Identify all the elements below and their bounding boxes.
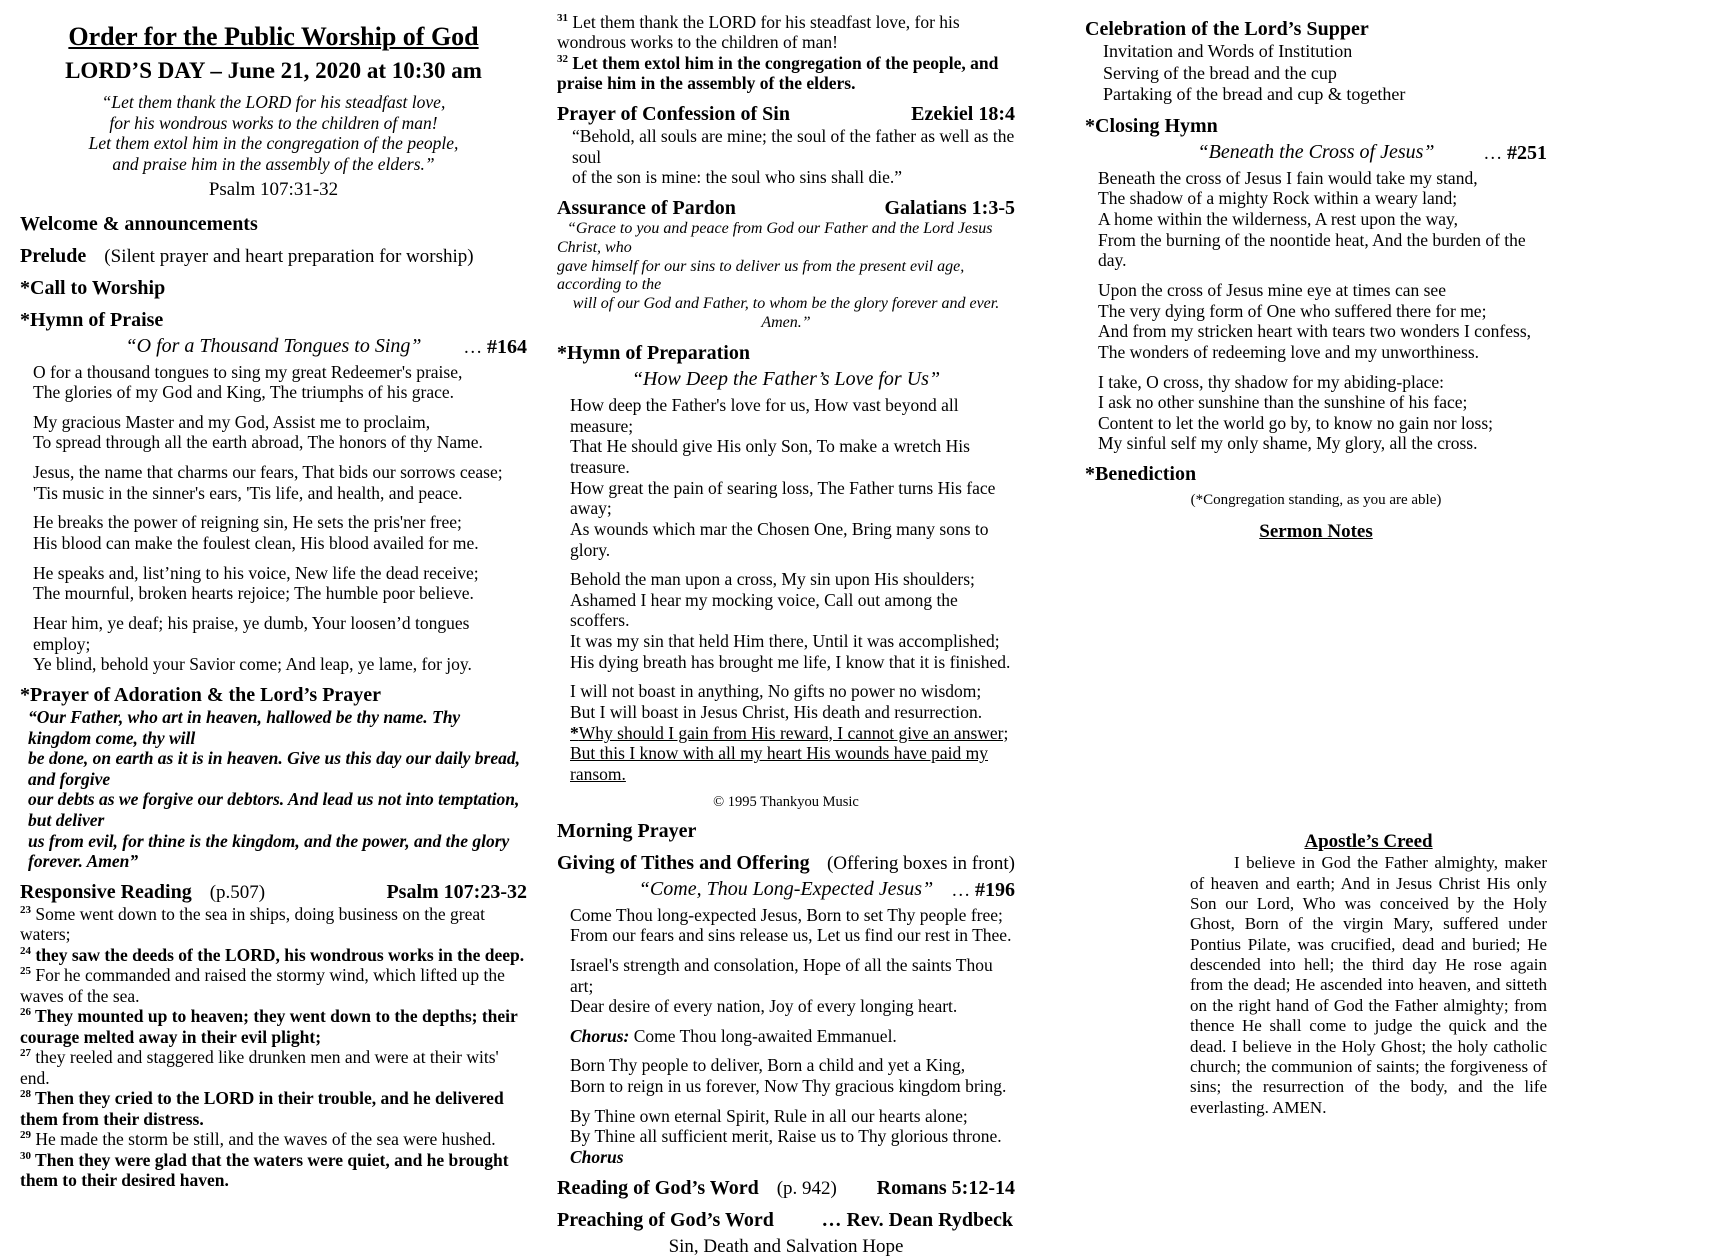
hymn-number — [463, 336, 527, 359]
responsive-reading-heading-row — [20, 881, 527, 904]
hymn-stanza — [570, 905, 1015, 946]
ellipsis: … — [1483, 142, 1507, 164]
epigraph-quote — [20, 92, 527, 175]
confession-reference: Ezekiel 18:4 — [911, 102, 1015, 125]
text-line: O for a thousand tongues to sing my great Redeemer's praise, — [33, 361, 463, 382]
text-line: I take, O cross, thy shadow for my abiding-place: — [1098, 371, 1445, 392]
verse-number: 27 — [20, 1047, 31, 1060]
hymn-of-praise-heading-row — [20, 309, 527, 332]
text-line: Hear him, ye deaf; his praise, ye dumb, Your loosen’d tongues employ; — [33, 612, 470, 654]
hymn-stanza — [570, 955, 1015, 1017]
pardon-heading-row — [557, 197, 1015, 220]
morning-prayer-heading: Morning Prayer — [557, 819, 697, 842]
text-line: But this I know with all my heart His wounds have paid my ransom. — [570, 743, 989, 784]
text-line: The glories of my God and King, The triumphs of his grace. — [33, 382, 455, 403]
text-line: Content to let the world go by, to know no gain nor loss; — [1098, 412, 1494, 433]
text-line: “Our Father, who art in heaven, hallowed be thy name. Thy kingdom come, thy will — [28, 706, 461, 748]
text-line: My gracious Master and my God, Assist me to proclaim, — [33, 411, 431, 432]
scripture-verse: $^{31}$ Let them thank the LORD for his steadfast love, for his wondrous works to the children of man! — [557, 12, 960, 53]
hymn-stanza — [33, 613, 527, 675]
scripture-verse: $^{24}$ they saw the deeds of the LORD, his wondrous works in the deep. — [20, 944, 525, 965]
text-line: By Thine own eternal Spirit, Rule in all our hearts alone; — [570, 1105, 968, 1126]
text-line: be done, on earth as it is in heaven. Give us this day our daily bread, and forgive — [28, 748, 520, 789]
text-line: our debts as we forgive our debtors. And lead us not into temptation, but deliver — [28, 789, 520, 831]
verse-number: 24 — [20, 945, 31, 958]
reading-left — [557, 1177, 837, 1200]
offering-note: (Offering boxes in front) — [826, 852, 1015, 874]
reading-heading: Reading of God’s Word — [557, 1176, 759, 1199]
text-line: 'Tis music in the sinner's ears, 'Tis life, and health, and peace. — [33, 482, 463, 503]
line-prefix: * — [570, 722, 579, 743]
text-line: Israel's strength and consolation, Hope of all the saints Thou art; — [570, 954, 993, 996]
apostles-creed-block — [1085, 831, 1547, 1118]
sermon-notes-heading — [1085, 521, 1547, 543]
column-middle — [557, 12, 1015, 1258]
hymn-number — [1483, 142, 1547, 165]
hymn-of-preparation-heading-row — [557, 342, 1015, 365]
text-line: From the burning of the noontide heat, And the burden of the day. — [1098, 229, 1526, 271]
text-line: “Let them thank the LORD for his steadfast love, — [101, 92, 446, 112]
hymn-stanza — [1098, 372, 1547, 455]
preaching-heading-row — [557, 1209, 1015, 1232]
call-to-worship-heading: *Call to Worship — [20, 276, 166, 299]
text-line: Dear desire of every nation, Joy of every longing heart. — [570, 996, 958, 1017]
text-line: And from my stricken heart with tears two wonders I confess, — [1098, 321, 1532, 342]
text-line: Partaking of the bread and cup & together — [1103, 84, 1406, 105]
text-line: Chorus: Come Thou long-awaited Emmanuel. — [570, 1025, 897, 1046]
hymn-number-value: #196 — [975, 878, 1015, 901]
pardon-reference: Galatians 1:3-5 — [884, 196, 1015, 219]
hymn-number-value: #164 — [487, 335, 527, 358]
preacher-name: … Rev. Dean Rydbeck — [821, 1208, 1013, 1231]
text-line: I ask no other sunshine than the sunshine of his face; — [1098, 392, 1468, 413]
lords-prayer-text — [28, 707, 527, 872]
hymn-stanza — [570, 1026, 1015, 1047]
ellipsis: … — [951, 879, 975, 901]
text-line: Born Thy people to deliver, Born a child and yet a King, — [570, 1055, 966, 1076]
closing-hymn-title-row — [1085, 141, 1547, 164]
hymn-number-value: #251 — [1507, 141, 1547, 164]
benediction-heading-row — [1085, 463, 1547, 486]
supper-items — [1103, 41, 1547, 106]
text-line: *Why should I gain from His reward, I cannot give an answer; — [570, 722, 1009, 743]
reading-reference: Romans 5:12-14 — [876, 1176, 1015, 1199]
confession-quote — [572, 126, 1015, 188]
text-line: His dying breath has brought me life, I know that it is finished. — [570, 651, 1011, 672]
pardon-heading: Assurance of Pardon — [557, 196, 736, 219]
supper-heading: Celebration of the Lord’s Supper — [1085, 18, 1369, 40]
text-line: By Thine all sufficient merit, Raise us to Thy glorious throne. Chorus — [570, 1126, 1002, 1167]
supper-heading-row — [1085, 18, 1547, 41]
text-line: From our fears and sins release us, Let us find our rest in Thee. — [570, 925, 1012, 946]
text-line: will of our God and Father, to whom be the glory forever and ever. Amen.” — [572, 295, 1000, 332]
text-line: “Behold, all souls are mine; the soul of the father as well as the soul — [572, 125, 1015, 167]
hymn-title: “Come, Thou Long-Expected Jesus” — [638, 877, 934, 900]
verse-number: 28 — [20, 1088, 31, 1101]
text-line: His blood can make the foulest clean, His blood availed for me. — [33, 533, 479, 554]
scripture-verse: $^{26}$ They mounted up to heaven; they went down to the depths; their courage melted away in their evil plight; — [20, 1006, 518, 1047]
text-line: It was my sin that held Him there, Until it was accomplished; — [570, 631, 1000, 652]
verse-number: 32 — [557, 53, 568, 66]
scripture-verse: $^{32}$ Let them extol him in the congregation of the people, and praise him in the assembly of the elders. — [557, 52, 999, 94]
text-line: The shadow of a mighty Rock within a weary land; — [1098, 188, 1458, 209]
verse-number: 30 — [20, 1149, 31, 1162]
hymn-stanza — [570, 395, 1015, 560]
responsive-reading-verses — [20, 904, 527, 1191]
text-line: Invitation and Words of Institution — [1103, 41, 1353, 61]
psalm-verses-31-32 — [557, 12, 1015, 94]
reading-page: (p. 942) — [776, 1177, 837, 1199]
offering-heading-row — [557, 852, 1015, 875]
text-line: He breaks the power of reigning sin, He sets the pris'ner free; — [33, 512, 462, 533]
hymn-copyright: © 1995 Thankyou Music — [713, 793, 859, 810]
column-order-of-worship — [20, 22, 527, 1191]
text-line: My sinful self my only shame, My glory, all the cross. — [1098, 433, 1478, 454]
text-line: I will not boast in anything, No gifts no power no wisdom; — [570, 681, 982, 702]
text-line: and praise him in the assembly of the elders.” — [112, 153, 435, 174]
preaching-heading: Preaching of God’s Word — [557, 1208, 774, 1231]
hymn-of-preparation-heading: *Hymn of Preparation — [557, 342, 750, 365]
hymn-stanza — [33, 412, 527, 453]
prelude-note: (Silent prayer and heart preparation for worship) — [104, 245, 474, 267]
responsive-reading-page: (p.507) — [209, 882, 266, 904]
hymn-of-praise-stanzas — [33, 362, 527, 675]
text-line: “Grace to you and peace from God our Father and the Lord Jesus Christ, who — [557, 219, 993, 256]
scripture-verse: $^{30}$ Then they were glad that the waters were quiet, and he brought them to their desired haven. — [20, 1149, 509, 1191]
text-line: But I will boast in Jesus Christ, His death and resurrection. — [570, 702, 983, 723]
text-line: of the son is mine: the soul who sins shall die.” — [572, 167, 903, 188]
text-line: How great the pain of searing loss, The Father turns His face away; — [570, 477, 996, 519]
standing-note: (*Congregation standing, as you are able) — [1190, 492, 1442, 509]
apostles-creed-heading-text: Apostle’s Creed — [1304, 831, 1433, 853]
scripture-verse: $^{27}$ they reeled and staggered like drunken men and were at their wits' end. — [20, 1047, 499, 1088]
text-line: A home within the wilderness, A rest upon the way, — [1098, 209, 1458, 230]
scripture-verse: $^{23}$ Some went down to the sea in ships, doing business on the great waters; — [20, 904, 485, 945]
verse-number: 26 — [20, 1006, 31, 1019]
responsive-reading-left — [20, 881, 265, 904]
welcome-heading-row — [20, 213, 527, 236]
hymn-stanza — [570, 569, 1015, 672]
welcome-heading: Welcome & announcements — [20, 212, 258, 235]
call-to-worship-row — [20, 277, 527, 300]
verse-number: 31 — [557, 12, 568, 25]
hymn-title: “How Deep the Father’s Love for Us” — [631, 368, 941, 391]
text-line: Born to reign in us forever, Now Thy gracious kingdom bring. — [570, 1076, 1007, 1097]
apostles-creed-heading — [1190, 831, 1547, 853]
text-line: Upon the cross of Jesus mine eye at times can see — [1098, 279, 1446, 300]
hymn-stanza — [33, 462, 527, 503]
closing-hymn-heading: *Closing Hymn — [1085, 114, 1218, 137]
text-line: To spread through all the earth abroad, The honors of thy Name. — [33, 432, 483, 453]
hymn-stanza — [33, 512, 527, 553]
responsive-reading-heading: Responsive Reading — [20, 881, 192, 904]
scripture-verse: $^{25}$ For he commanded and raised the stormy wind, which lifted up the waves of the sea. — [20, 965, 505, 1006]
confession-heading-row — [557, 103, 1015, 126]
hymn-of-preparation-stanzas — [570, 395, 1015, 785]
confession-heading: Prayer of Confession of Sin — [557, 102, 790, 125]
prelude-text — [20, 245, 474, 268]
text-line: Beneath the cross of Jesus I fain would take my stand, — [1098, 167, 1478, 188]
offering-heading: Giving of Tithes and Offering — [557, 851, 810, 874]
text-line: How deep the Father's love for us, How vast beyond all measure; — [570, 395, 959, 436]
hymn-stanza — [570, 1106, 1015, 1168]
text-line: Come Thou long-expected Jesus, Born to set Thy people free; — [570, 904, 1003, 925]
text-line: gave himself for our sins to deliver us from the present evil age, according to the — [557, 257, 965, 294]
hymn-of-preparation-title-row — [557, 368, 1015, 391]
text-line: The mournful, broken hearts rejoice; The humble poor believe. — [33, 583, 474, 604]
text-line: Serving of the bread and the cup — [1103, 62, 1337, 83]
hymn-number — [951, 879, 1015, 902]
scripture-verse: $^{29}$ He made the storm be still, and the waves of the sea were hushed. — [20, 1129, 496, 1150]
hymn-stanza — [570, 681, 1015, 784]
prelude-row — [20, 245, 527, 268]
text-line: As wounds which mar the Chosen One, Bring many sons to glory. — [570, 518, 989, 560]
text-line: The very dying form of One who suffered there for me; — [1098, 300, 1487, 321]
text-line: The wonders of redeeming love and my unworthiness. — [1098, 341, 1480, 362]
service-dateline: LORD’S DAY – June 21, 2020 at 10:30 am — [65, 58, 482, 83]
text-line: He speaks and, list’ning to his voice, New life the dead receive; — [33, 562, 479, 583]
text-line: Ashamed I hear my mocking voice, Call out among the scoffers. — [570, 589, 958, 631]
hymn-stanza — [1098, 280, 1547, 363]
hymn-title: “O for a Thousand Tongues to Sing” — [125, 334, 422, 357]
text-line: Let them extol him in the congregation of the people, — [88, 133, 459, 154]
line-prefix: Chorus: — [570, 1025, 630, 1046]
reading-heading-row — [557, 1177, 1015, 1200]
column-right — [1085, 18, 1547, 1118]
responsive-reading-reference: Psalm 107:23-32 — [386, 881, 527, 904]
page-title: Order for the Public Worship of God — [68, 22, 479, 51]
scripture-verse: $^{28}$ Then they cried to the LORD in their trouble, and he delivered them from their distress. — [20, 1088, 504, 1129]
hymn-stanza — [1098, 168, 1547, 271]
adoration-heading: *Prayer of Adoration & the Lord’s Prayer — [20, 683, 382, 706]
hymn-stanza — [33, 362, 527, 403]
text-line: Jesus, the name that charms our fears, That bids our sorrows cease; — [33, 462, 503, 483]
text-line: for his wondrous works to the children of man! — [109, 112, 438, 133]
sermon-notes-heading-text: Sermon Notes — [1259, 521, 1373, 543]
offering-hymn-stanzas — [570, 905, 1015, 1168]
hymn-of-praise-heading: *Hymn of Praise — [20, 308, 164, 331]
apostles-creed-text: I believe in God the Father almighty, maker of heaven and earth; And in Jesus Christ His only Son our Lord, Who was conceived by the Holy Ghost, Born of the virgin Mary, suffered under Pontius Pilate, was crucified, dead and buried; He descended into hell; the third day He rose again from the dead; He ascended into heaven, and sitteth on the right hand of God the Father almighty; from thence He shall come to judge the quick and the dead. I believe in the Holy Ghost; the holy catholic church; the communion of saints; the forgiveness of sins; the resurrection of the body, and the life everlasting. AMEN. — [1190, 853, 1547, 1117]
text-line: us from evil, for thine is the kingdom, and the power, and the glory forever. Amen” — [28, 830, 510, 872]
hymn-stanza — [570, 1055, 1015, 1096]
hymn-stanza — [33, 563, 527, 604]
adoration-heading-row — [20, 684, 527, 707]
offering-hymn-title-row — [557, 878, 1015, 901]
verse-number: 23 — [20, 904, 31, 917]
verse-number: 25 — [20, 965, 31, 978]
ellipsis: … — [463, 336, 487, 358]
text-line: That He should give His only Son, To make a wretch His treasure. — [570, 436, 970, 477]
hymn-of-praise-title-row — [20, 335, 527, 358]
verse-number: 29 — [20, 1129, 31, 1142]
text-line: Behold the man upon a cross, My sin upon His shoulders; — [570, 569, 975, 590]
closing-hymn-heading-row — [1085, 115, 1547, 138]
epigraph-reference: Psalm 107:31-32 — [208, 178, 339, 200]
morning-prayer-heading-row — [557, 820, 1015, 843]
pardon-quote — [557, 220, 1015, 333]
hymn-title: “Beneath the Cross of Jesus” — [1197, 140, 1435, 163]
prelude-heading: Prelude — [20, 244, 87, 267]
sermon-series-title: Sin, Death and Salvation Hope — [668, 1235, 904, 1257]
closing-hymn-stanzas — [1098, 168, 1547, 454]
benediction-heading: *Benediction — [1085, 463, 1197, 486]
text-line: Ye blind, behold your Savior come; And leap, ye lame, for joy. — [33, 654, 472, 675]
line-suffix: Chorus — [570, 1146, 624, 1167]
